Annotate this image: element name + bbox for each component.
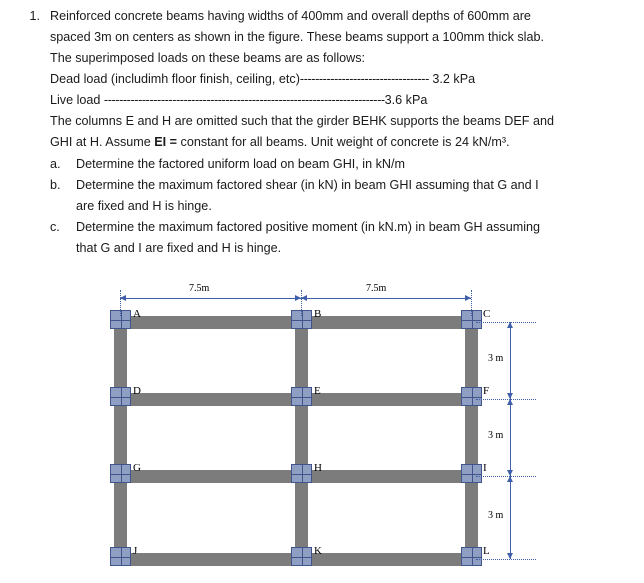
joint-label-f: F (483, 385, 490, 397)
sub-question-b (50, 175, 628, 196)
dim-ext-left (120, 290, 121, 316)
sub-question-a (50, 154, 628, 175)
problem-line-2: spaced 3m on centers as shown in the figure. These beams support a 100mm thick slab. (50, 30, 544, 44)
dead-load-line (50, 69, 628, 90)
joint-label-e: E (314, 385, 321, 397)
column-line-middle (295, 316, 308, 566)
problem-statement (0, 6, 644, 259)
dim-line-top-left (120, 298, 301, 299)
sub-question-b-cont (50, 196, 628, 217)
joint-label-d: D (133, 385, 141, 397)
problem-line-5 (50, 132, 628, 153)
live-load-line (50, 90, 628, 111)
sub-question-c-text-2: that G and I are fixed and H is hinge. (76, 241, 282, 255)
dim-arrow-side-1-top (507, 322, 513, 328)
joint-label-h: H (314, 462, 322, 474)
dim-label-side-3: 3 m (488, 510, 504, 521)
dim-line-side-1 (510, 322, 511, 399)
dead-load-label: Dead load (includimh floor finish, ceiling, etc) (50, 72, 300, 86)
problem-line-3: The superimposed loads on these beams are as follows: (50, 51, 366, 65)
dim-ext-row-ghi (476, 476, 536, 477)
dim-arrow-side-2-top (507, 399, 513, 405)
joint-d (110, 387, 131, 406)
dead-load-dots: ---------------------------------- (299, 72, 429, 86)
joint-f (461, 387, 482, 406)
problem-line-5-prefix: GHI at H. Assume (50, 135, 155, 149)
column-line-right (465, 316, 478, 566)
dim-arrow-top-right-end (465, 295, 471, 301)
dim-ext-row-jkl (476, 559, 536, 560)
dim-ext-right (471, 290, 472, 316)
question-row (0, 6, 644, 259)
dim-arrow-side-3-top (507, 476, 513, 482)
dim-arrow-top-left-start (120, 295, 126, 301)
problem-line-4: The columns E and H are omitted such that the girder BEHK supports the beams DEF and (50, 114, 555, 128)
live-load-label: Live load (50, 93, 101, 107)
ei-equation: EI = (154, 135, 178, 149)
problem-line-5-suffix: constant for all beams. Unit weight of concrete is 24 kN/m³. (177, 135, 510, 149)
sub-question-c-text: Determine the maximum factored positive moment (in kN.m) in beam GH assuming (76, 220, 541, 234)
live-load-value: 3.6 kPa (384, 93, 428, 107)
sub-question-c-letter: c. (50, 220, 60, 234)
sub-question-b-letter: b. (50, 178, 61, 192)
joint-i (461, 464, 482, 483)
dim-line-side-3 (510, 476, 511, 559)
dim-line-side-2 (510, 399, 511, 476)
sub-question-list (50, 154, 628, 259)
dim-label-side-2: 3 m (488, 430, 504, 441)
joint-label-c: C (483, 308, 491, 320)
column-line-left (114, 316, 127, 566)
sub-question-c (50, 217, 628, 238)
dim-line-top-right (301, 298, 471, 299)
joint-l (461, 547, 482, 566)
frame-diagram (96, 283, 516, 583)
dim-arrow-side-3-bottom (507, 553, 513, 559)
dim-ext-middle (301, 290, 302, 316)
joint-label-k: K (314, 545, 322, 557)
joint-g (110, 464, 131, 483)
problem-line-1: Reinforced concrete beams having widths of 400mm and overall depths of 600mm are (50, 9, 531, 23)
joint-label-b: B (314, 308, 322, 320)
sub-question-a-letter: a. (50, 157, 61, 171)
joint-k (291, 547, 312, 566)
question-body (50, 6, 628, 259)
joint-e (291, 387, 312, 406)
dim-ext-row-def (476, 399, 536, 400)
joint-label-g: G (133, 462, 141, 474)
dim-arrow-top-right-start (301, 295, 307, 301)
joint-label-j: J (133, 545, 138, 557)
joint-label-a: A (133, 308, 141, 320)
live-load-dots: -------------------------------------------------------------------------- (103, 93, 385, 107)
dim-label-side-1: 3 m (488, 353, 504, 364)
question-number: 1. (29, 9, 40, 23)
sub-question-b-text: Determine the maximum factored shear (in kN) in beam GHI assuming that G and I (76, 178, 539, 192)
frame-figure (96, 283, 516, 583)
dim-label-top-left: 7.5m (189, 283, 210, 294)
joint-label-l: L (483, 545, 490, 557)
joint-h (291, 464, 312, 483)
sub-question-a-text: Determine the factored uniform load on beam GHI, in kN/m (76, 157, 405, 171)
dim-ext-row-abc (476, 322, 536, 323)
sub-question-b-text-2: are fixed and H is hinge. (76, 199, 212, 213)
joint-j (110, 547, 131, 566)
joint-label-i: I (483, 462, 487, 474)
sub-question-c-cont (50, 238, 628, 259)
dim-label-top-right: 7.5m (366, 283, 387, 294)
dead-load-value: 3.2 kPa (432, 72, 476, 86)
